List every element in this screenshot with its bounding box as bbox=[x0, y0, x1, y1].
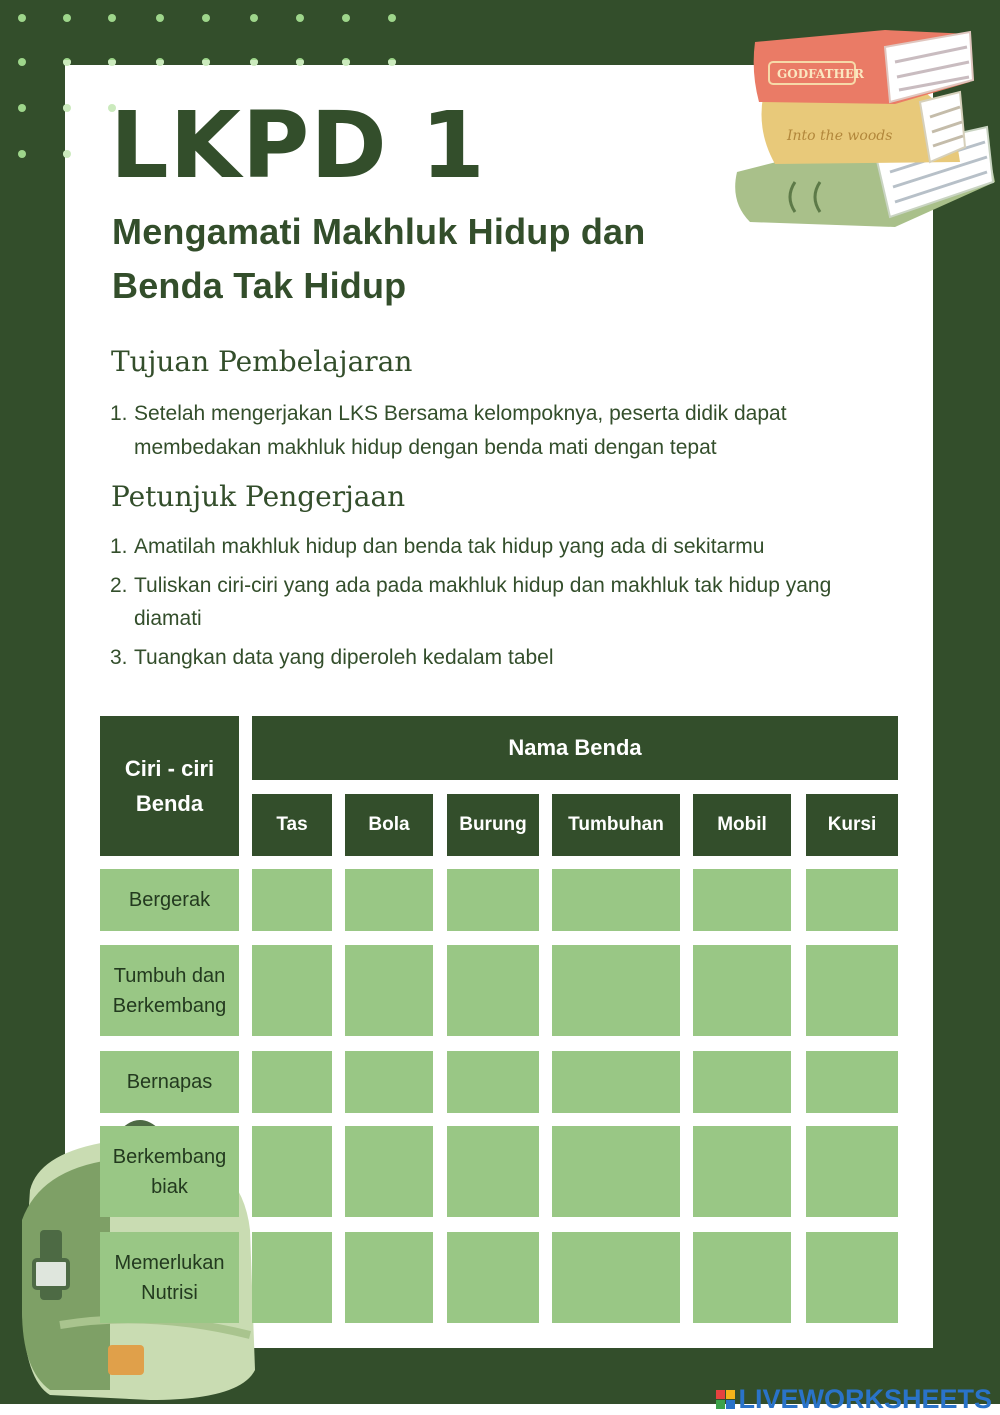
column-header: Burung bbox=[447, 794, 539, 856]
table-corner-header: Ciri - ciri Benda bbox=[100, 716, 239, 856]
answer-cell[interactable] bbox=[806, 1051, 898, 1113]
section-heading-petunjuk: Petunjuk Pengerjaan bbox=[111, 480, 406, 513]
answer-cell[interactable] bbox=[552, 1232, 680, 1323]
answer-cell[interactable] bbox=[252, 1051, 332, 1113]
answer-cell[interactable] bbox=[345, 869, 433, 931]
answer-cell[interactable] bbox=[252, 869, 332, 931]
row-label: Bergerak bbox=[100, 869, 239, 931]
list-item: 1. Setelah mengerjakan LKS Bersama kelompoknya, peserta didik dapat membedakan makhluk hidup dengan benda mati dengan tepat bbox=[110, 402, 787, 459]
answer-cell[interactable] bbox=[552, 1126, 680, 1217]
answer-cell[interactable] bbox=[806, 869, 898, 931]
section-heading-tujuan: Tujuan Pembelajaran bbox=[111, 345, 413, 378]
answer-cell[interactable] bbox=[447, 869, 539, 931]
answer-cell[interactable] bbox=[552, 945, 680, 1036]
tujuan-list bbox=[110, 397, 880, 465]
answer-cell[interactable] bbox=[806, 945, 898, 1036]
books-illustration bbox=[725, 22, 1000, 237]
answer-cell[interactable] bbox=[806, 1232, 898, 1323]
column-header: Kursi bbox=[806, 794, 898, 856]
row-label: Tumbuh dan Berkembang bbox=[100, 945, 239, 1036]
answer-cell[interactable] bbox=[693, 945, 791, 1036]
answer-cell[interactable] bbox=[447, 1051, 539, 1113]
subtitle-line-2: Benda Tak Hidup bbox=[112, 265, 407, 306]
answer-cell[interactable] bbox=[345, 945, 433, 1036]
book-title-top: GODFATHER bbox=[777, 67, 864, 81]
book-title-middle: Into the woods bbox=[787, 128, 893, 144]
row-label: Bernapas bbox=[100, 1051, 239, 1113]
answer-cell[interactable] bbox=[345, 1051, 433, 1113]
liveworksheets-watermark: LIVEWORKSHEETS bbox=[716, 1384, 992, 1414]
table-group-header: Nama Benda bbox=[252, 716, 898, 780]
answer-cell[interactable] bbox=[552, 1051, 680, 1113]
answer-cell[interactable] bbox=[693, 869, 791, 931]
answer-cell[interactable] bbox=[447, 945, 539, 1036]
answer-cell[interactable] bbox=[345, 1232, 433, 1323]
worksheet-title: LKPD 1 bbox=[110, 92, 486, 199]
column-header: Tumbuhan bbox=[552, 794, 680, 856]
column-header: Mobil bbox=[693, 794, 791, 856]
answer-cell[interactable] bbox=[693, 1232, 791, 1323]
answer-cell[interactable] bbox=[447, 1126, 539, 1217]
row-label: Berkembang biak bbox=[100, 1126, 239, 1217]
column-header: Tas bbox=[252, 794, 332, 856]
worksheet-subtitle bbox=[112, 205, 672, 313]
answer-cell[interactable] bbox=[345, 1126, 433, 1217]
row-label: Memerlukan Nutrisi bbox=[100, 1232, 239, 1323]
answer-cell[interactable] bbox=[552, 869, 680, 931]
liveworksheets-logo-icon bbox=[716, 1390, 735, 1409]
column-header: Bola bbox=[345, 794, 433, 856]
answer-cell[interactable] bbox=[447, 1232, 539, 1323]
answer-cell[interactable] bbox=[252, 945, 332, 1036]
answer-cell[interactable] bbox=[252, 1232, 332, 1323]
subtitle-line-1: Mengamati Makhluk Hidup dan bbox=[112, 211, 646, 252]
answer-cell[interactable] bbox=[693, 1126, 791, 1217]
list-item: 2. Tuliskan ciri-ciri yang ada pada makhluk hidup dan makhluk tak hidup yang diamati bbox=[110, 574, 832, 630]
petunjuk-list bbox=[110, 530, 880, 674]
answer-cell[interactable] bbox=[806, 1126, 898, 1217]
answer-cell[interactable] bbox=[693, 1051, 791, 1113]
list-item: 3. Tuangkan data yang diperoleh kedalam tabel bbox=[110, 646, 554, 669]
list-item: 1. Amatilah makhluk hidup dan benda tak hidup yang ada di sekitarmu bbox=[110, 535, 765, 558]
observation-table bbox=[100, 716, 898, 1326]
answer-cell[interactable] bbox=[252, 1126, 332, 1217]
